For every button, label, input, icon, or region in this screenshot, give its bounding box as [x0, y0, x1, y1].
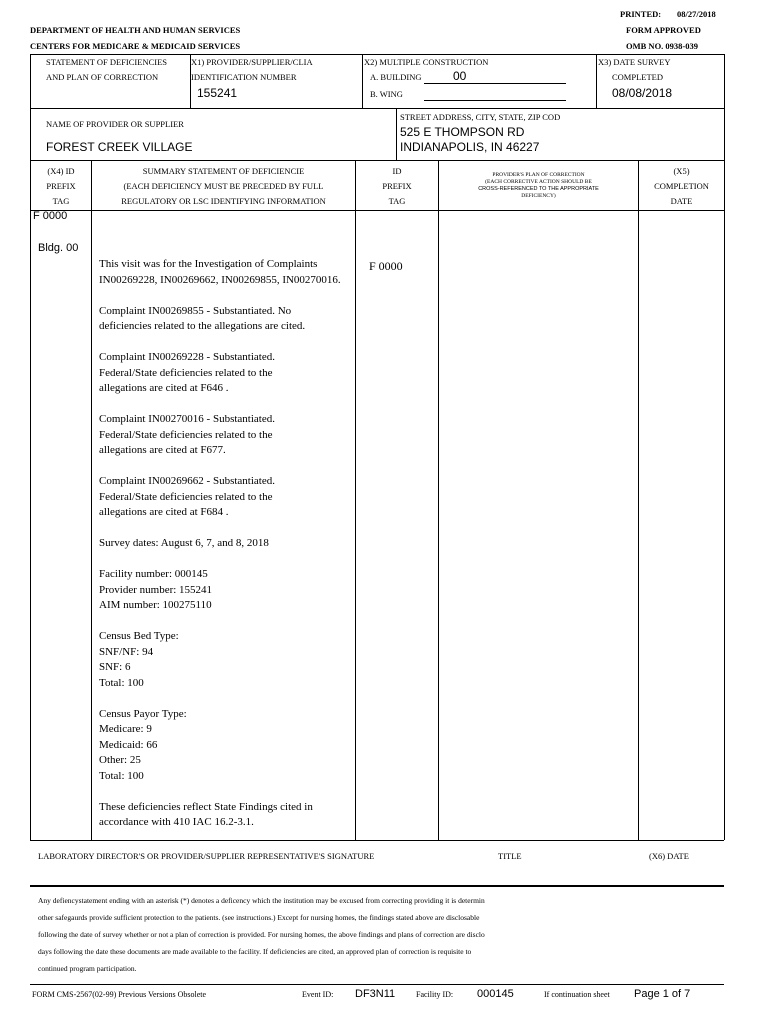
summary-line: Other: 25: [99, 754, 141, 766]
summary-line: Survey dates: August 6, 7, and 8, 2018: [99, 537, 269, 549]
summary-line: Medicare: 9: [99, 723, 152, 735]
printed-label: PRINTED:: [620, 9, 662, 19]
summary-paragraph: [99, 629, 353, 691]
id-label-3: TAG: [388, 196, 406, 206]
provider-name-label: NAME OF PROVIDER OR SUPPLIER: [46, 119, 184, 129]
summary-paragraph: [99, 412, 353, 459]
x3-label-2: COMPLETED: [612, 72, 663, 82]
disclaimer-line: continued program participation.: [38, 964, 137, 973]
summary-paragraph: [99, 567, 353, 614]
facility-id-label: Facility ID:: [416, 990, 454, 999]
disclaimer-line: Any defiencystatement ending with an asterisk (*) denotes a deficency which the institution may be excused from correcting providing it is determin: [38, 896, 485, 905]
summary-line: allegations are cited at F677.: [99, 444, 226, 456]
summary-paragraph: [99, 707, 353, 785]
summary-line: Total: 100: [99, 676, 144, 689]
facility-id-value: 000145: [477, 988, 514, 1000]
summary-line: allegations are cited at F646 .: [99, 382, 229, 394]
summary-paragraph: [99, 304, 353, 335]
summary-paragraph: [99, 800, 353, 831]
summary-line: deficiencies related to the allegations are cited.: [99, 320, 306, 332]
event-id-value: DF3N11: [355, 988, 396, 1000]
disclaimer-line: other safegaurds provide sufficient protection to the patients. (see instructions.) Except for nursing homes, the findings stated above are disclosable: [38, 913, 480, 922]
summary-label-3: REGULATORY OR LSC IDENTIFYING INFORMATION: [121, 196, 326, 206]
plan-label-2: (EACH CORRECTIVE ACTION SHOULD BE: [485, 179, 592, 185]
address-line-1: 525 E THOMPSON RD: [400, 125, 525, 139]
plan-label: [439, 172, 638, 200]
printed-date: 08/27/2018: [677, 9, 716, 19]
building-tag: Bldg. 00: [38, 242, 79, 254]
x2-label: X2) MULTIPLE CONSTRUCTION: [364, 57, 489, 67]
summary-line: Complaint IN00269855 - Substantiated. No: [99, 304, 292, 317]
summary-paragraph: [99, 474, 353, 521]
plan-label-3: CROSS-REFERENCED TO THE APPROPRIATE: [478, 186, 599, 192]
disclaimer-line: days following the date these documents are made available to the facility. If deficiencies are cited, an approved plan of correction is requisite to: [38, 947, 472, 956]
summary-line: Federal/State deficiencies related to the: [99, 428, 273, 441]
x1-label-2: IDENTIFICATION NUMBER: [191, 72, 297, 82]
summary-line: Complaint IN00269662 - Substantiated.: [99, 475, 275, 487]
plan-label-1: PROVIDER'S PLAN OF CORRECTION: [492, 172, 585, 178]
x4-label-2: PREFIX: [46, 181, 76, 191]
event-id-label: Event ID:: [302, 990, 334, 999]
summary-paragraph: [99, 350, 353, 397]
address-label: STREET ADDRESS, CITY, STATE, ZIP COD: [400, 112, 561, 122]
form-id: FORM CMS-2567(02-99) Previous Versions Obsolete: [32, 990, 207, 999]
wing-label: B. WING: [370, 89, 403, 99]
statement-label-2: AND PLAN OF CORRECTION: [46, 72, 159, 82]
building-value: 00: [453, 69, 467, 83]
summary-line: SNF/NF: 94: [99, 645, 154, 658]
summary-line: Federal/State deficiencies related to the: [99, 490, 273, 503]
survey-date-value: 08/08/2018: [612, 86, 673, 100]
left-tag: F 0000: [33, 210, 68, 222]
summary-line: Medicaid: 66: [99, 738, 158, 751]
department-title: DEPARTMENT OF HEALTH AND HUMAN SERVICES: [30, 25, 241, 35]
summary-line: Provider number: 155241: [99, 583, 213, 596]
x5-label-1: (X5): [673, 166, 690, 176]
summary-line: Facility number: 000145: [99, 568, 208, 580]
plan-label-4: DEFICIENCY): [521, 193, 556, 199]
summary-paragraph: [99, 536, 353, 552]
x3-label-1: X3) DATE SURVEY: [598, 57, 671, 67]
address-line-2: INDIANAPOLIS, IN 46227: [400, 140, 540, 154]
summary-line: allegations are cited at F684 .: [99, 506, 229, 518]
continuation-label: If continuation sheet: [544, 990, 610, 999]
x5-label-2: COMPLETION: [654, 181, 709, 191]
x6-date-label: (X6) DATE: [649, 851, 689, 861]
summary-line: These deficiencies reflect State Findings cited in: [99, 800, 313, 813]
signature-label: LABORATORY DIRECTOR'S OR PROVIDER/SUPPLIER REPRESENTATIVE'S SIGNATURE: [38, 851, 375, 861]
disclaimer-text: [38, 892, 728, 977]
summary-line: IN00269228, IN00269662, IN00269855, IN00270016.: [99, 273, 341, 286]
form-approved: FORM APPROVED: [626, 25, 701, 35]
summary-line: SNF: 6: [99, 661, 131, 673]
disclaimer-line: following the date of survey whether or not a plan of correction is provided. For nursing homes, the above findings and plans of correction are disclo: [38, 930, 485, 939]
id-label-2: PREFIX: [382, 181, 412, 191]
title-label: TITLE: [498, 851, 522, 861]
x4-label-3: TAG: [52, 196, 70, 206]
statement-label-1: STATEMENT OF DEFICIENCIES: [46, 57, 168, 67]
id-label-1: ID: [392, 166, 402, 176]
summary-line: accordance with 410 IAC 16.2-3.1.: [99, 816, 254, 828]
omb-number: OMB NO. 0938-039: [626, 41, 699, 51]
summary-line: Census Payor Type:: [99, 707, 187, 720]
page-number: Page 1 of 7: [634, 988, 691, 1000]
summary-line: Census Bed Type:: [99, 630, 179, 642]
deficiency-summary: [99, 257, 353, 846]
building-label: A. BUILDING: [370, 72, 422, 82]
summary-line: AIM number: 100275110: [99, 599, 212, 611]
right-tag: F 0000: [369, 259, 403, 273]
provider-name: FOREST CREEK VILLAGE: [46, 140, 193, 154]
x5-label-3: DATE: [670, 196, 693, 206]
provider-id-value: 155241: [197, 86, 238, 100]
summary-line: Federal/State deficiencies related to the: [99, 366, 273, 379]
summary-line: This visit was for the Investigation of Complaints: [99, 258, 318, 270]
summary-label-2: (EACH DEFICIENCY MUST BE PRECEDED BY FULL: [123, 181, 324, 191]
summary-label-1: SUMMARY STATEMENT OF DEFICIENCIE: [142, 166, 305, 176]
summary-paragraph: [99, 257, 353, 288]
x1-label-1: X1) PROVIDER/SUPPLIER/CLIA: [191, 57, 313, 67]
summary-line: Total: 100: [99, 769, 144, 782]
summary-line: Complaint IN00270016 - Substantiated.: [99, 413, 275, 425]
summary-line: Complaint IN00269228 - Substantiated.: [99, 351, 275, 363]
x4-label-1: (X4) ID: [47, 166, 75, 176]
centers-title: CENTERS FOR MEDICARE & MEDICAID SERVICES: [30, 41, 241, 51]
